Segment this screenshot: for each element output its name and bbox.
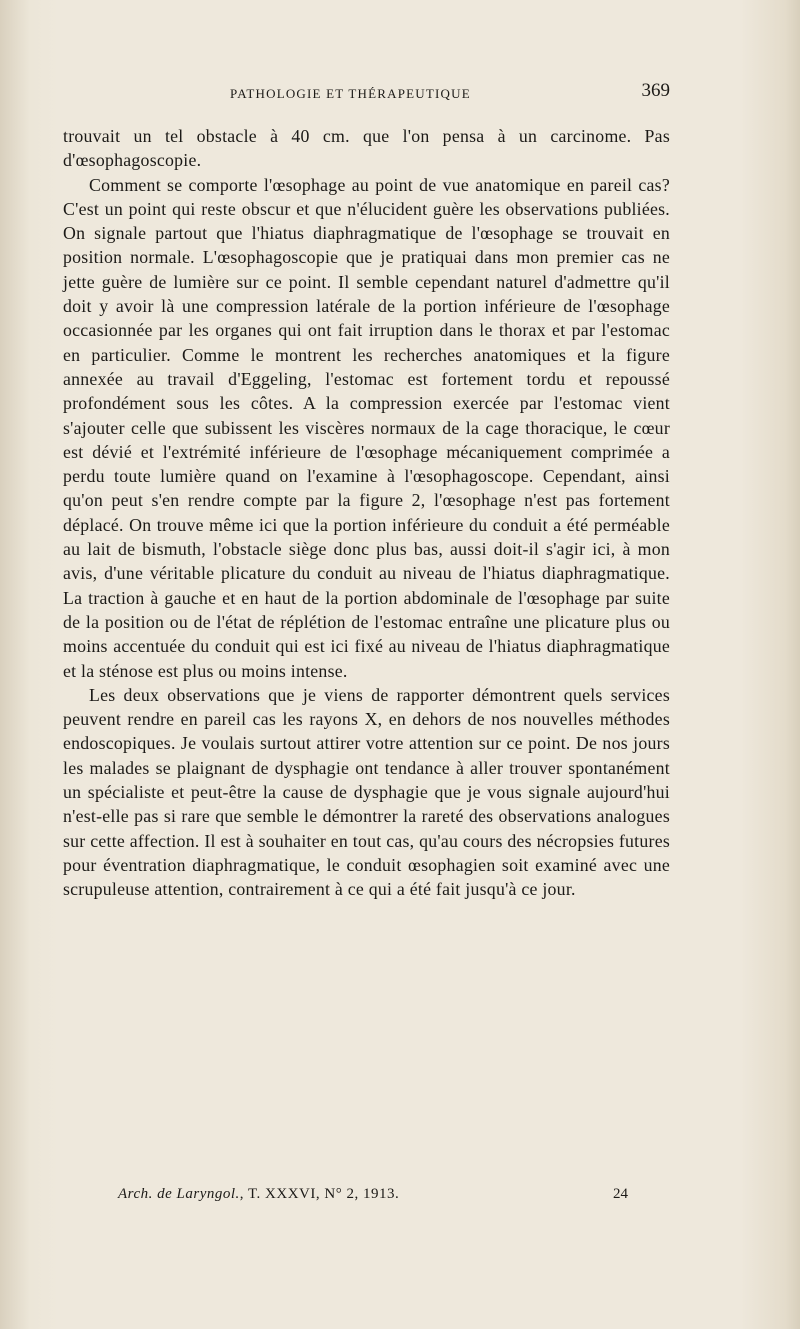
body-text xyxy=(63,124,670,902)
journal-citation xyxy=(118,1186,399,1203)
page-footer xyxy=(118,1186,628,1208)
paragraph-anatomy: Comment se comporte l'œsophage au point de vue anatomique en pareil cas? C'est un point qui reste obscur et que n'élucident guère les observations publiées. On signale partout que l'hiatus diaphragmatique de l'œsophage se trouvait en position normale. L'œsophagoscopie que je pratiquai dans mon premier cas ne jette guère de lumière sur ce point. Il semble cependant naturel d'admettre qu'il doit y avoir là une compression latérale de la portion inférieure de l'œsophage occasionnée par les organes qui ont fait irruption dans le thorax et par l'estomac en particulier. Comme le montrent les recherches anatomiques et la figure annexée au travail d'Eggeling, l'estomac est fortement tordu et repoussé profondément sous les côtes. A la compression exercée par l'estomac vient s'ajouter celle que subissent les viscères normaux de la cage thoracique, le cœur est dévié et l'extrémité inférieure de l'œsophage mécaniquement comprimée a perdu toute lumière quand on l'examine à l'œsophagoscope. Cependant, ainsi qu'on peut s'en rendre compte par la figure 2, l'œsophage n'est pas fortement déplacé. On trouve même ici que la portion inférieure du conduit a été perméable au lait de bismuth, l'obstacle siège donc plus bas, aussi doit-il s'agir ici, à mon avis, d'une véritable plicature du conduit au niveau de l'hiatus diaphragmatique. La traction à gauche et en haut de la portion abdominale de l'œsophage par suite de la position ou de l'état de réplétion de l'estomac entraîne une plicature plus ou moins accentuée du conduit qui est ici fixé au niveau de l'hiatus diaphragmatique et la sténose est plus ou moins intense. xyxy=(63,174,670,681)
running-head xyxy=(88,80,670,104)
journal-volume-info: , T. XXXVI, N° 2, 1913. xyxy=(239,1186,400,1202)
paragraph-continuation: trouvait un tel obstacle à 40 cm. que l'on pensa à un carcinome. Pas d'œsophagoscopie. xyxy=(63,126,670,171)
signature-mark: 24 xyxy=(613,1186,628,1202)
journal-abbreviation: Arch. de Laryngol. xyxy=(118,1186,240,1202)
paragraph-conclusion: Les deux observations que je viens de rapporter démontrent quels services peuvent rendre en pareil cas les rayons X, en dehors de nos nouvelles méthodes endoscopiques. Je voulais surtout attirer votre attention sur ce point. De nos jours les malades se plaignant de dysphagie ont tendance à aller trouver spontanément un spécialiste et peut-être la cause de dysphagie que je vous signale aujourd'hui n'est-elle pas si rare que semble le démontrer la rareté des observations analogues sur cette affection. Il est à souhaiter en tout cas, qu'au cours des nécropsies futures pour éventration diaphragmatique, le conduit œsophagien soit examiné avec une scrupuleuse attention, contrairement à ce qui a été fait jusqu'à ce jour. xyxy=(63,684,670,900)
page-number: 369 xyxy=(641,80,670,101)
running-title: PATHOLOGIE ET THÉRAPEUTIQUE xyxy=(230,86,471,101)
